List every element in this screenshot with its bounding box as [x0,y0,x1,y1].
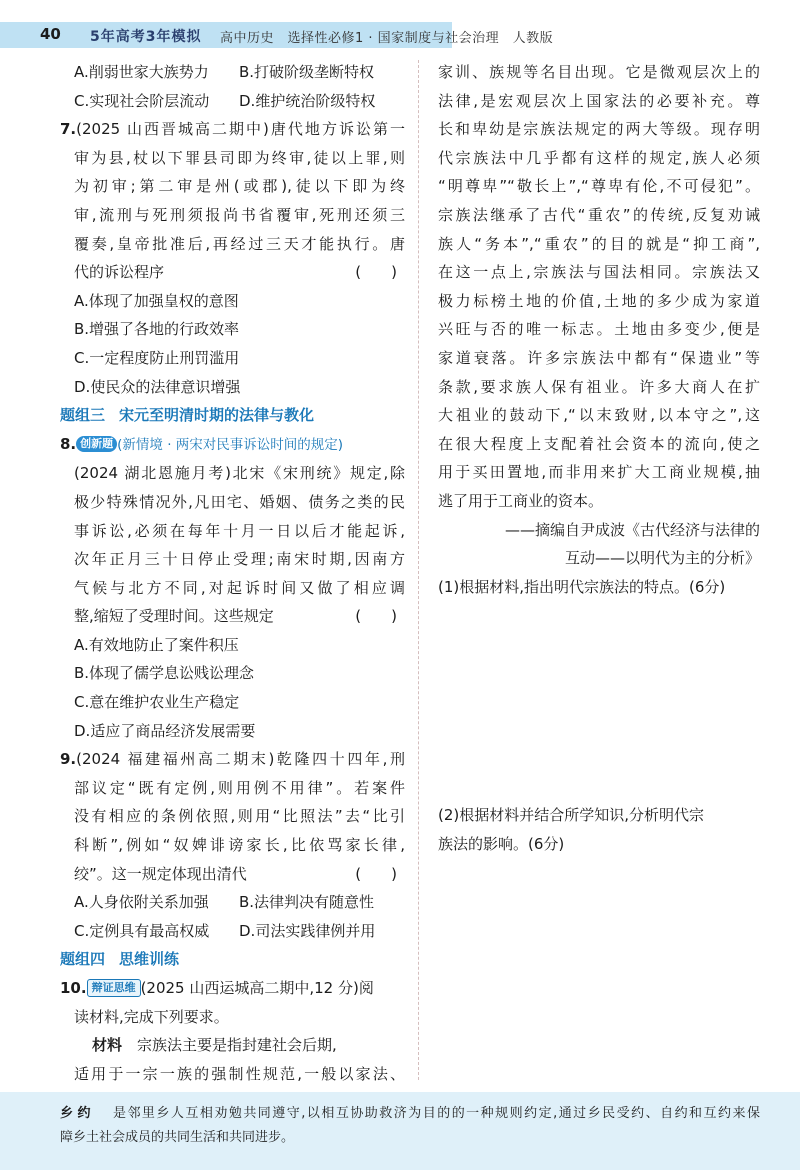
q6-option-a[interactable]: A.削弱世家大族势力 [74,63,209,81]
sub-question-2-line2: 族法的影响。(6分) [438,834,565,853]
q8-stem-line: 极少特殊情况外,凡田宅、婚姻、债务之类的民 [74,492,405,511]
page-number: 40 [40,25,61,43]
material-line-last: 逃了用于工商业的资本。 [438,491,604,510]
q7-stem-line: 7.(2025 山西晋城高二期中)唐代地方诉讼第一 [60,120,405,139]
q10-header-line: 10. 辩证思维 (2025 山西运城高二期中,12 分)阅 [60,979,374,997]
material-line: 兴旺与否的唯一标志。土地由多变少,便是 [438,320,760,339]
q9-stem-last: 绞”。这一规定体现出清代 ( ) [60,860,405,889]
q7-stem-line: 审为县,杖以下罪县司即为终审,徒以上罪,则 [74,148,405,167]
q8-header-line [60,430,405,460]
material-line: 在这一点上,宗族法与国法相同。宗族法又 [438,263,760,282]
q7-stem-last: 代的诉讼程序 ( ) [60,258,405,287]
q9-option-d[interactable]: D.司法实践律例并用 [239,921,376,940]
answer-space-1[interactable] [438,601,760,801]
q7-option-b[interactable]: B.增强了各地的行政效率 [74,320,240,339]
footer-term: 乡约 [60,1106,95,1121]
q9-options-row2 [60,917,405,946]
footer-text [60,1102,760,1150]
group4-heading: 题组四 思维训练 [60,950,180,969]
q6-options-row2 [60,87,405,116]
material-line: 宗族法继承了古代“重农”的传统,反复劝诫 [438,205,760,224]
material-line: “明尊卑”“敬长上”,“尊卑有伦,不可侵犯”。 [438,177,760,196]
q10-material-line: 适用于一宗一族的强制性规范,一般以家法、 [74,1064,405,1083]
material-line: 代宗族法中几乎都有这样的规定,族人必须 [438,148,760,167]
q7-option-d[interactable]: D.使民众的法律意识增强 [74,377,241,396]
material-line: 长和卑幼是宗族法规定的两大等级。现存明 [438,120,760,139]
q6-option-d[interactable]: D.维护统治阶级特权 [239,91,376,110]
q6-option-c[interactable]: C.实现社会阶层流动 [74,91,210,110]
group3-heading: 题组三 宋元至明清时期的法律与教化 [60,406,315,425]
q9-number: 9. [60,750,77,769]
book-subtitle: 高中历史 选择性必修1 · 国家制度与社会治理 人教版 [220,31,554,46]
q8-stem-line: 气候与北方不同,对起诉时间又做了相应调 [74,578,405,597]
book-brand: 5年高考3年模拟 [90,29,202,45]
material-line: 极力标榜土地的价值,土地的多少成为家道 [438,291,760,310]
dialectical-thinking-tag: 辩证思维 [87,979,141,997]
q9-stem-line: 没有相应的条例依照,则用“比照法”去“比引 [74,807,405,826]
source-citation-line1: ——摘编自尹成波《古代经济与法律的 [504,520,760,539]
q8-stem-last: 整,缩短了受理时间。这些规定 ( ) [60,602,405,631]
footer-line1: 乡约 是邻里乡人互相劝勉共同遵守,以相互协助救济为目的的一种规则约定,通过乡民受约、自约和互约来保 [60,1106,760,1121]
material-label: 材料 [92,1036,123,1055]
q7-stem-line: 覆奏,皇帝批准后,再经过三天才能执行。唐 [74,234,405,253]
innovation-tag-icon: 创新题 [76,436,117,452]
q9-option-a[interactable]: A.人身依附关系加强 [74,893,209,912]
q9-stem-line: 9.(2024 福建福州高二期末)乾隆四十四年,刑 [60,750,405,769]
right-column [438,58,760,1058]
footer-note [0,1092,800,1170]
q8-stem-line: (2024 湖北恩施月考)北宋《宋刑统》规定,除 [74,464,405,483]
q10-number: 10. [60,979,87,997]
q8-answer-blank[interactable]: ( ) [355,607,397,626]
page-header [0,22,800,48]
material-line: 在很大程度上支配着社会资本的流向,使之 [438,434,760,453]
q8-option-d[interactable]: D.适应了商品经济发展需要 [74,721,256,740]
material-line: 条款,要求族人保有祖业。许多大商人在扩 [438,377,760,396]
q9-stem-line: 部议定“既有定例,则用例不用律”。若案件 [74,778,405,797]
footer-line2: 障乡土社会成员的共同生活和共同进步。 [60,1130,295,1145]
q8-stem-line: 次年正月三十日停止受理;南宋时期,因南方 [74,550,405,569]
q8-option-c[interactable]: C.意在维护农业生产稳定 [74,693,240,712]
q6-options-row1 [60,58,405,87]
material-line: 家道衰落。许多宗族法中都有“保遗业”等 [438,348,760,367]
material-line: 家训、族规等名目出现。它是微观层次上的 [438,63,760,81]
material-line: 族人“务本”,“重农”的目的就是“抑工商”, [438,234,760,253]
q7-number: 7. [60,120,77,139]
q9-stem-line: 科断”,例如“奴婢诽谤家长,比依骂家长律, [74,836,405,855]
q8-option-b[interactable]: B.体现了儒学息讼贱讼理念 [74,664,255,683]
q8-stem-line: 事诉讼,必须在每年十月一日以后才能起诉, [74,521,405,540]
q8-option-a[interactable]: A.有效地防止了案件积压 [74,635,239,654]
material-line: 用于买田置地,而非用来扩大工商业规模,抽 [438,463,760,482]
q7-option-c[interactable]: C.一定程度防止刑罚滥用 [74,348,240,367]
q8-number: 8. [60,434,77,453]
q7-stem-line: 审,流刑与死刑须报尚书省覆审,死刑还须三 [74,205,405,224]
left-column [60,58,405,1088]
material-line: 法律,是宏观层次上国家法的必要补充。尊 [438,91,760,110]
q6-option-b[interactable]: B.打破阶级垄断特权 [239,63,375,81]
column-divider [418,60,419,1080]
answer-space-2[interactable] [438,858,760,1058]
q9-answer-blank[interactable]: ( ) [355,864,397,883]
q9-options-row1 [60,888,405,917]
sub-question-1: (1)根据材料,指出明代宗族法的特点。(6分) [438,577,726,596]
q7-option-a[interactable]: A.体现了加强皇权的意图 [74,291,239,310]
source-citation-line2: 互动——以明代为主的分析》 [564,549,760,568]
material-line: 大祖业的鼓动下,“以末致财,以本守之”,这 [438,406,760,425]
q10-material-line: 材料 宗族法主要是指封建社会后期, [92,1036,337,1055]
q10-stem-line: 读材料,完成下列要求。 [74,1007,229,1026]
sub-question-2-line1: (2)根据材料并结合所学知识,分析明代宗 [438,806,705,825]
q9-option-b[interactable]: B.法律判决有随意性 [239,893,375,912]
q7-stem-line: 为初审;第二审是州(或郡),徒以下即为终 [74,177,405,196]
q8-context-cue: (新情境 · 两宋对民事诉讼时间的规定) [117,436,344,453]
q9-option-c[interactable]: C.定例具有最高权威 [74,921,210,940]
q7-answer-blank[interactable]: ( ) [355,263,397,282]
